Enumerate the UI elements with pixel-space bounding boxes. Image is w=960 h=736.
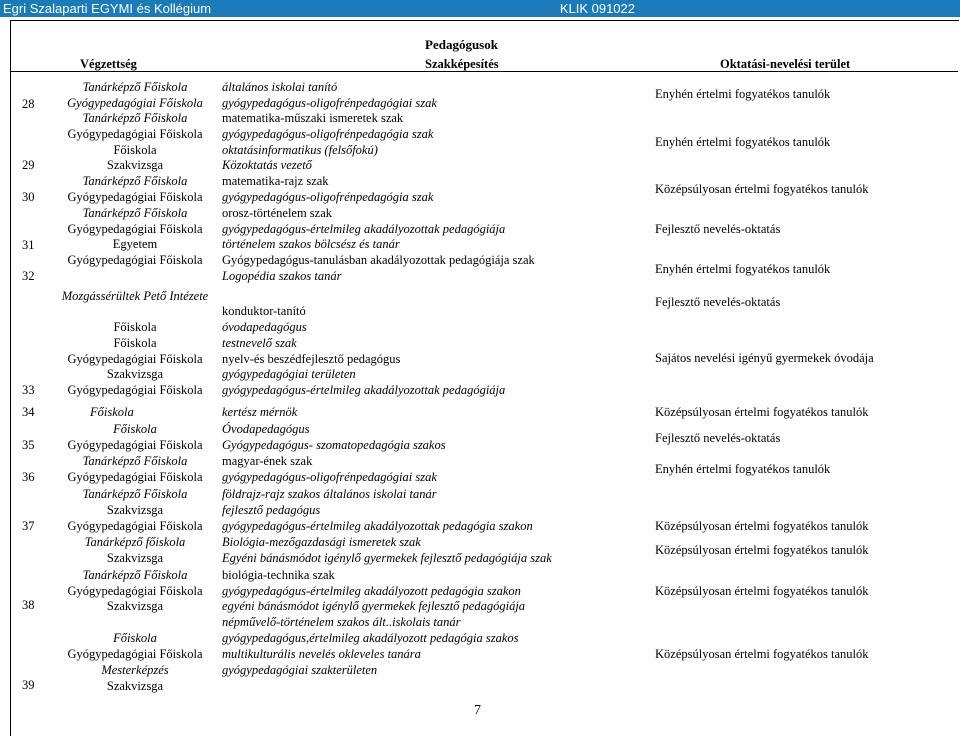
qualification-line: matematika-rajz szak xyxy=(222,174,329,188)
area-text: Középsúlyosan értelmi fogyatékos tanulók xyxy=(655,405,869,419)
education-line: Gyógypedagógiai Főiskola xyxy=(67,470,203,484)
qualification-line: általános iskolai tanító xyxy=(222,80,338,94)
education-line: Főiskola xyxy=(113,143,157,157)
row-number: 35 xyxy=(22,438,35,452)
row-number: 38 xyxy=(22,598,35,612)
school-name: Egri Szalaparti EGYMI és Kollégium xyxy=(3,1,212,16)
qualification-line: konduktor-tanító xyxy=(222,304,306,318)
education-line: Tanárképző Főiskola xyxy=(82,568,188,582)
qualification-line: gyógypedagógus-oligofrénpedagógia szak xyxy=(222,127,434,141)
education-line: Szakvizsga xyxy=(106,503,164,517)
education-line: Szakvizsga xyxy=(106,551,164,565)
row-number: 31 xyxy=(22,238,35,252)
row-number: 32 xyxy=(22,269,35,283)
area-text: Enyhén értelmi fogyatékos tanulók xyxy=(655,135,831,149)
education-line: Tanárképző Főiskola xyxy=(82,206,188,220)
education-line: Főiskola xyxy=(113,422,157,436)
qualification-line: történelem szakos bölcsész és tanár xyxy=(222,237,400,251)
qualification-line: Gyógypedagógus- szomatopedagógia szakos xyxy=(222,438,446,452)
qualification-line: Közoktatás vezető xyxy=(222,158,312,172)
col-header-qualification: Szakképesítés xyxy=(425,57,499,71)
row-number: 39 xyxy=(22,678,35,692)
qualification-line: oktatásinformatikus (felsőfokú) xyxy=(222,143,378,157)
table-title: Pedagógusok xyxy=(425,37,498,52)
education-line: Gyógypedagógiai Főiskola xyxy=(67,253,203,267)
qualification-line: testnevelő szak xyxy=(222,336,297,350)
area-text: Fejlesztő nevelés-oktatás xyxy=(655,222,781,236)
area-text: Középsúlyosan értelmi fogyatékos tanulók xyxy=(655,519,869,533)
row-number: 30 xyxy=(22,190,35,204)
page-number: 7 xyxy=(474,703,481,718)
education-line: Gyógypedagógiai Főiskola xyxy=(67,352,203,366)
row-number: 34 xyxy=(22,405,35,419)
qualification-line: orosz-történelem szak xyxy=(222,206,333,220)
qualification-line: Logopédia szakos tanár xyxy=(222,269,342,283)
qualification-line: biológia-technika szak xyxy=(222,568,335,582)
education-line: Gyógypedagógiai Főiskola xyxy=(67,222,203,236)
education-line: Gyógypedagógiai Főiskola xyxy=(67,519,203,533)
education-line: Gyógypedagógiai Főiskola xyxy=(67,127,203,141)
row-number: 33 xyxy=(22,383,35,397)
education-line: Gyógypedagógiai Főiskola xyxy=(67,96,203,110)
qualification-line: gyógypedagógus-oligofrénpedagógiai szak xyxy=(222,96,437,110)
education-line: Szakvizsga xyxy=(106,158,164,172)
area-text: Középsúlyosan értelmi fogyatékos tanulók xyxy=(655,647,869,661)
area-text: Enyhén értelmi fogyatékos tanulók xyxy=(655,462,831,476)
education-line: Tanárképző főiskola xyxy=(84,535,186,549)
qualification-line: gyógypedagógus-értelmileg akadályozottak pedagógiája xyxy=(222,222,506,236)
education-line: Főiskola xyxy=(90,405,134,419)
education-line: Tanárképző Főiskola xyxy=(82,80,188,94)
qualification-line: földrajz-rajz szakos általános iskolai tanár xyxy=(222,487,437,501)
qualification-line: fejlesztő pedagógus xyxy=(222,503,321,517)
qualification-line: Óvodapedagógus xyxy=(222,422,310,436)
klik-code: KLIK 091022 xyxy=(559,1,635,16)
qualification-line: gyógypedagógus-értelmileg akadályozottak pedagógia szakon xyxy=(222,519,533,533)
education-line: Egyetem xyxy=(112,237,158,251)
qualification-line: egyéni bánásmódot igénylő gyermekek fejlesztő pedagógiája xyxy=(222,599,526,613)
area-text: Enyhén értelmi fogyatékos tanulók xyxy=(655,262,831,276)
qualification-line: gyógypedagógus-értelmileg akadályozottak pedagógiája xyxy=(222,383,506,397)
education-line: Tanárképző Főiskola xyxy=(82,174,188,188)
area-text: Enyhén értelmi fogyatékos tanulók xyxy=(655,87,831,101)
row-number: 29 xyxy=(22,158,35,172)
education-line: Főiskola xyxy=(113,336,157,350)
education-line: Tanárképző Főiskola xyxy=(82,487,188,501)
qualification-line: gyógypedagógiai területen xyxy=(222,367,356,381)
education-line: Főiskola xyxy=(113,631,157,645)
education-line: Szakvizsga xyxy=(106,679,164,693)
qualification-line: Gyógypedagógus-tanulásban akadályozottak pedagógiája szak xyxy=(222,253,535,267)
education-line: Szakvizsga xyxy=(106,599,164,613)
qualification-line: multikulturális nevelés okleveles tanára xyxy=(222,647,421,661)
qualification-line: gyógypedagógiai szakterületen xyxy=(222,663,378,677)
col-header-area: Oktatási-nevelési terület xyxy=(720,57,851,71)
education-line: Gyógypedagógiai Főiskola xyxy=(67,383,203,397)
header-divider xyxy=(11,71,958,72)
row-number: 37 xyxy=(22,519,35,533)
area-text: Sajátos nevelési igényű gyermekek óvodája xyxy=(655,351,874,365)
qualification-line: kertész mérnök xyxy=(222,405,298,419)
education-line: Gyógypedagógiai Főiskola xyxy=(67,190,203,204)
education-line: Mozgássérültek Pető Intézete xyxy=(61,289,209,303)
education-line: Tanárképző Főiskola xyxy=(82,111,188,125)
education-line: Főiskola xyxy=(113,320,157,334)
row-number: 28 xyxy=(22,97,35,111)
qualification-line: gyógypedagógus-oligofrénpedagógiai szak xyxy=(222,470,437,484)
qualification-line: gyógypedagógus,értelmileg akadályozott pedagógia szakos xyxy=(222,631,519,645)
area-text: Középsúlyosan értelmi fogyatékos tanulók xyxy=(655,543,869,557)
qualification-line: matematika-műszaki ismeretek szak xyxy=(222,111,404,125)
qualification-line: nyelv-és beszédfejlesztő pedagógus xyxy=(222,352,401,366)
col-header-education: Végzettség xyxy=(80,57,137,71)
area-text: Középsúlyosan értelmi fogyatékos tanulók xyxy=(655,182,869,196)
education-line: Gyógypedagógiai Főiskola xyxy=(67,647,203,661)
row-number: 36 xyxy=(22,470,35,484)
qualification-line: gyógypedagógus-oligofrénpedagógia szak xyxy=(222,190,434,204)
qualification-line: óvodapedagógus xyxy=(222,320,307,334)
area-text: Fejlesztő nevelés-oktatás xyxy=(655,431,781,445)
area-text: Fejlesztő nevelés-oktatás xyxy=(655,295,781,309)
qualification-line: magyar-ének szak xyxy=(222,454,313,468)
area-text: Középsúlyosan értelmi fogyatékos tanulók xyxy=(655,584,869,598)
qualification-line: gyógypedagógus-értelmileg akadályozott pedagógia szakon xyxy=(222,584,521,598)
education-line: Szakvizsga xyxy=(106,367,164,381)
education-line: Gyógypedagógiai Főiskola xyxy=(67,584,203,598)
education-line: Gyógypedagógiai Főiskola xyxy=(67,438,203,452)
qualification-line: Biológia-mezőgazdasági ismeretek szak xyxy=(222,535,421,549)
document-header xyxy=(0,0,960,17)
education-line: Mesterképzés xyxy=(101,663,169,677)
education-line: Tanárképző Főiskola xyxy=(82,454,188,468)
qualification-line: népművelő-történelem szakos ált..iskolais tanár xyxy=(222,615,461,629)
qualification-line: Egyéni bánásmódot igénylő gyermekek fejlesztő pedagógiája szak xyxy=(222,551,552,565)
